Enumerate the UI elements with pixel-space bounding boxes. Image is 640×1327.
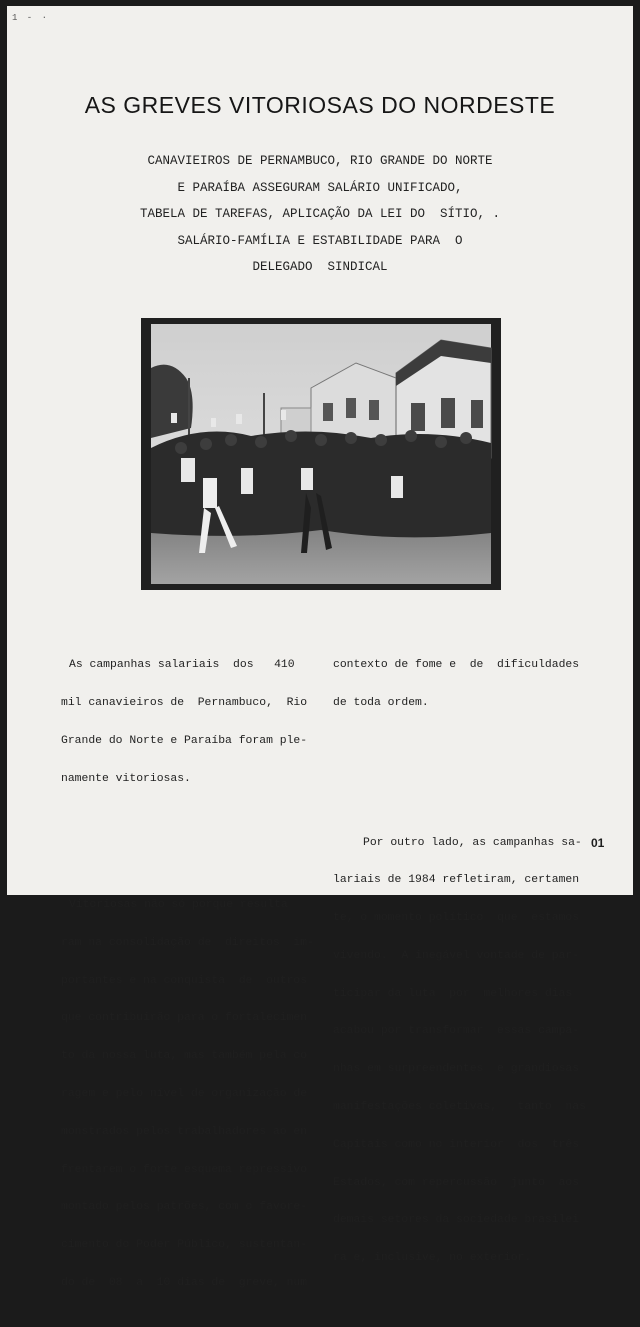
text-line: Por outro lado, as campanhas sa-: [363, 836, 582, 849]
right-paragraph-2: [333, 811, 586, 1290]
subtitle-line: DELEGADO SINDICAL: [252, 260, 388, 274]
subtitle: [0, 148, 640, 281]
left-paragraph-2: [61, 874, 314, 1315]
text-line: Capitais como no interior dos três: [333, 1138, 580, 1151]
text-line: Estados, com repercussão junto aos: [333, 1176, 580, 1189]
text-line: Vitoriosas não só porque resulta: [69, 899, 288, 912]
text-line: que contribuirão para o fortalecimen: [61, 1012, 308, 1025]
crowd-photo-image: [141, 318, 501, 590]
text-line: do de 08 a 10 dias de greve, num: [61, 1276, 308, 1289]
subtitle-line: E PARAÍBA ASSEGURAM SALÁRIO UNIFICADO,: [177, 180, 463, 195]
subtitle-line: CANAVIEIROS DE PERNAMBUCO, RIO GRANDE DO NORTE: [147, 154, 493, 168]
page-number: 01: [591, 836, 605, 850]
crowd-photo: [141, 318, 501, 590]
corner-mark: [12, 13, 49, 23]
page-title: AS GREVES VITORIOSAS DO NORDESTE: [84, 92, 556, 118]
text-line: vivendo. A inegável vontade de par-: [333, 949, 580, 962]
left-column: [61, 609, 314, 1327]
right-column: [333, 609, 586, 1302]
text-line: contexto de fome e de dificuldades: [333, 659, 580, 672]
subtitle-line: TABELA DE TAREFAS, APLICAÇÃO DA LEI DO SÍTIO, .: [139, 207, 501, 221]
text-line: cimento do Poder Público, sustentan-: [61, 1239, 308, 1252]
text-line: lariais de 1984 refletiram, certamen: [333, 874, 580, 887]
text-line: namente vitoriosas.: [61, 772, 191, 785]
text-line: monstrados pelos trabalhadores ao en: [61, 1125, 308, 1138]
text-line: demais setores da sociedade brasilei: [333, 1214, 580, 1227]
text-line: Grande do Norte e Paraíba foram ple-: [61, 734, 308, 747]
text-line: ra e, inclusive, no exterior.: [333, 1252, 532, 1265]
corner-mark-text: 1 - ·: [12, 13, 50, 23]
text-line: mil canavieiros de Pernambuco, Rio: [61, 697, 308, 710]
text-line: te, o momento político que estamos: [333, 912, 580, 925]
text-line: As campanhas salariais dos 410: [69, 659, 295, 672]
text-line: ragem e pelo nível de organização de: [61, 1087, 308, 1100]
text-line: portantes e na conquista de outros: [61, 974, 308, 987]
left-paragraph-1: [61, 634, 314, 810]
text-line: nhas em surpreendentes e grandiosas: [333, 1063, 580, 1076]
text-line: manifestações coletivas, tanto nas: [333, 1100, 586, 1113]
text-line: frentarem o forte esquema repressivo: [61, 1163, 308, 1176]
right-paragraph-1: [333, 634, 586, 735]
text-line: de toda ordem.: [333, 697, 429, 710]
text-line: acabou por transformar essas campa-: [333, 1025, 580, 1038]
subtitle-line: SALÁRIO-FAMÍLIA E ESTABILIDADE PARA O: [177, 233, 463, 248]
text-line: to da nossa luta, mas também pela co: [61, 1050, 308, 1063]
text-line: ticipar da luta por melhores dias: [333, 987, 573, 1000]
text-line: ram na consolidação de direitos im-: [61, 936, 314, 949]
text-line: montado pelos patrões, com o favore-: [61, 1201, 308, 1214]
